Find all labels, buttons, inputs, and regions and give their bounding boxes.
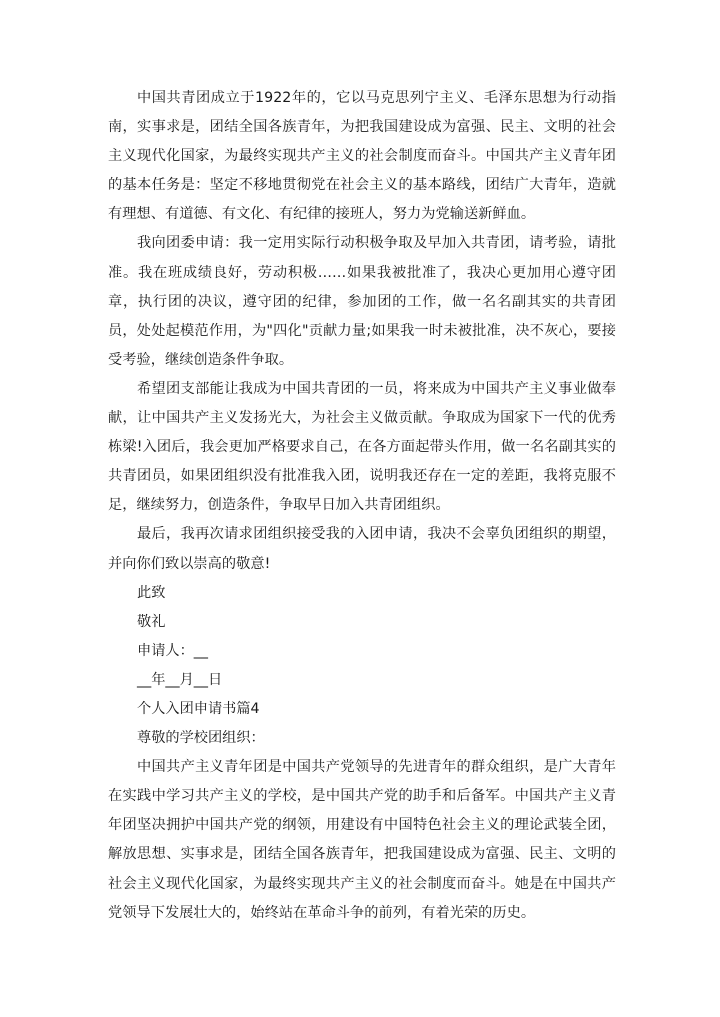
body-paragraph: 中国共青团成立于1922年的，它以马克思列宁主义、毛泽东思想为行动指南，实事求是，团结全国各族青年，为把我国建设成为富强、民主、文明的社会主义现代化国家，为最终实现共产主义的社会制度而奋斗。中国共产主义青年团的基本任务是：坚定不移地贯彻党在社会主义的基本路线，团结广大青年，造就有理想、有道德、有文化、有纪律的接班人，努力为党输送新鲜血。: [108, 90, 616, 223]
date-line: __年__月__日: [137, 671, 223, 688]
greeting-line: 尊敬的学校团组织：: [137, 730, 265, 747]
applicant-line: 申请人：__: [137, 642, 208, 659]
body-paragraph: 我向团委申请：我一定用实际行动积极争取及早加入共青团，请考验，请批准。我在班成绩良好，劳动积极……如果我被批准了，我决心更加用心遵守团章，执行团的决议，遵守团的纪律，参加团的工作，做一名名副其实的共青团员，处处起模范作用，为"四化"贡献力量;如果我一时未被批准，决不灰心，要接受考验，继续创造条件争取。: [108, 235, 616, 368]
body-paragraph: 希望团支部能让我成为中国共青团的一员，将来成为中国共产主义事业做奉献，让中国共产主义发扬光大，为社会主义做贡献。争取成为国家下一代的优秀栋梁!入团后，我会更加严格要求自己，在各方面起带头作用，做一名名副其实的共青团员，如果团组织没有批准我入团，说明我还存在一定的差距，我将克服不足，继续努力，创造条件，争取早日加入共青团组织。: [108, 380, 616, 514]
salute-line: 敬礼: [137, 613, 166, 630]
section-title: 个人入团申请书篇4: [137, 700, 260, 717]
body-paragraph: 中国共产主义青年团是中国共产党领导的先进青年的群众组织，是广大青年在实践中学习共产主义的学校，是中国共产党的助手和后备军。中国共产主义青年团坚决拥护中国共产党的纲领，用建设有中国特色社会主义的理论武装全团，解放思想、实事求是，团结全国各族青年，把我国建设成为富强、民主、文明的社会主义现代化国家，为最终实现共产主义的社会制度而奋斗。她是在中国共产党领导下发展壮大的，始终站在革命斗争的前列，有着光荣的历史。: [108, 759, 616, 921]
document-page: [108, 84, 616, 928]
body-paragraph: 最后，我再次请求团组织接受我的入团申请，我决不会辜负团组织的期望，并向你们致以崇高的敬意!: [108, 526, 616, 572]
closing-line: 此致: [137, 584, 166, 601]
